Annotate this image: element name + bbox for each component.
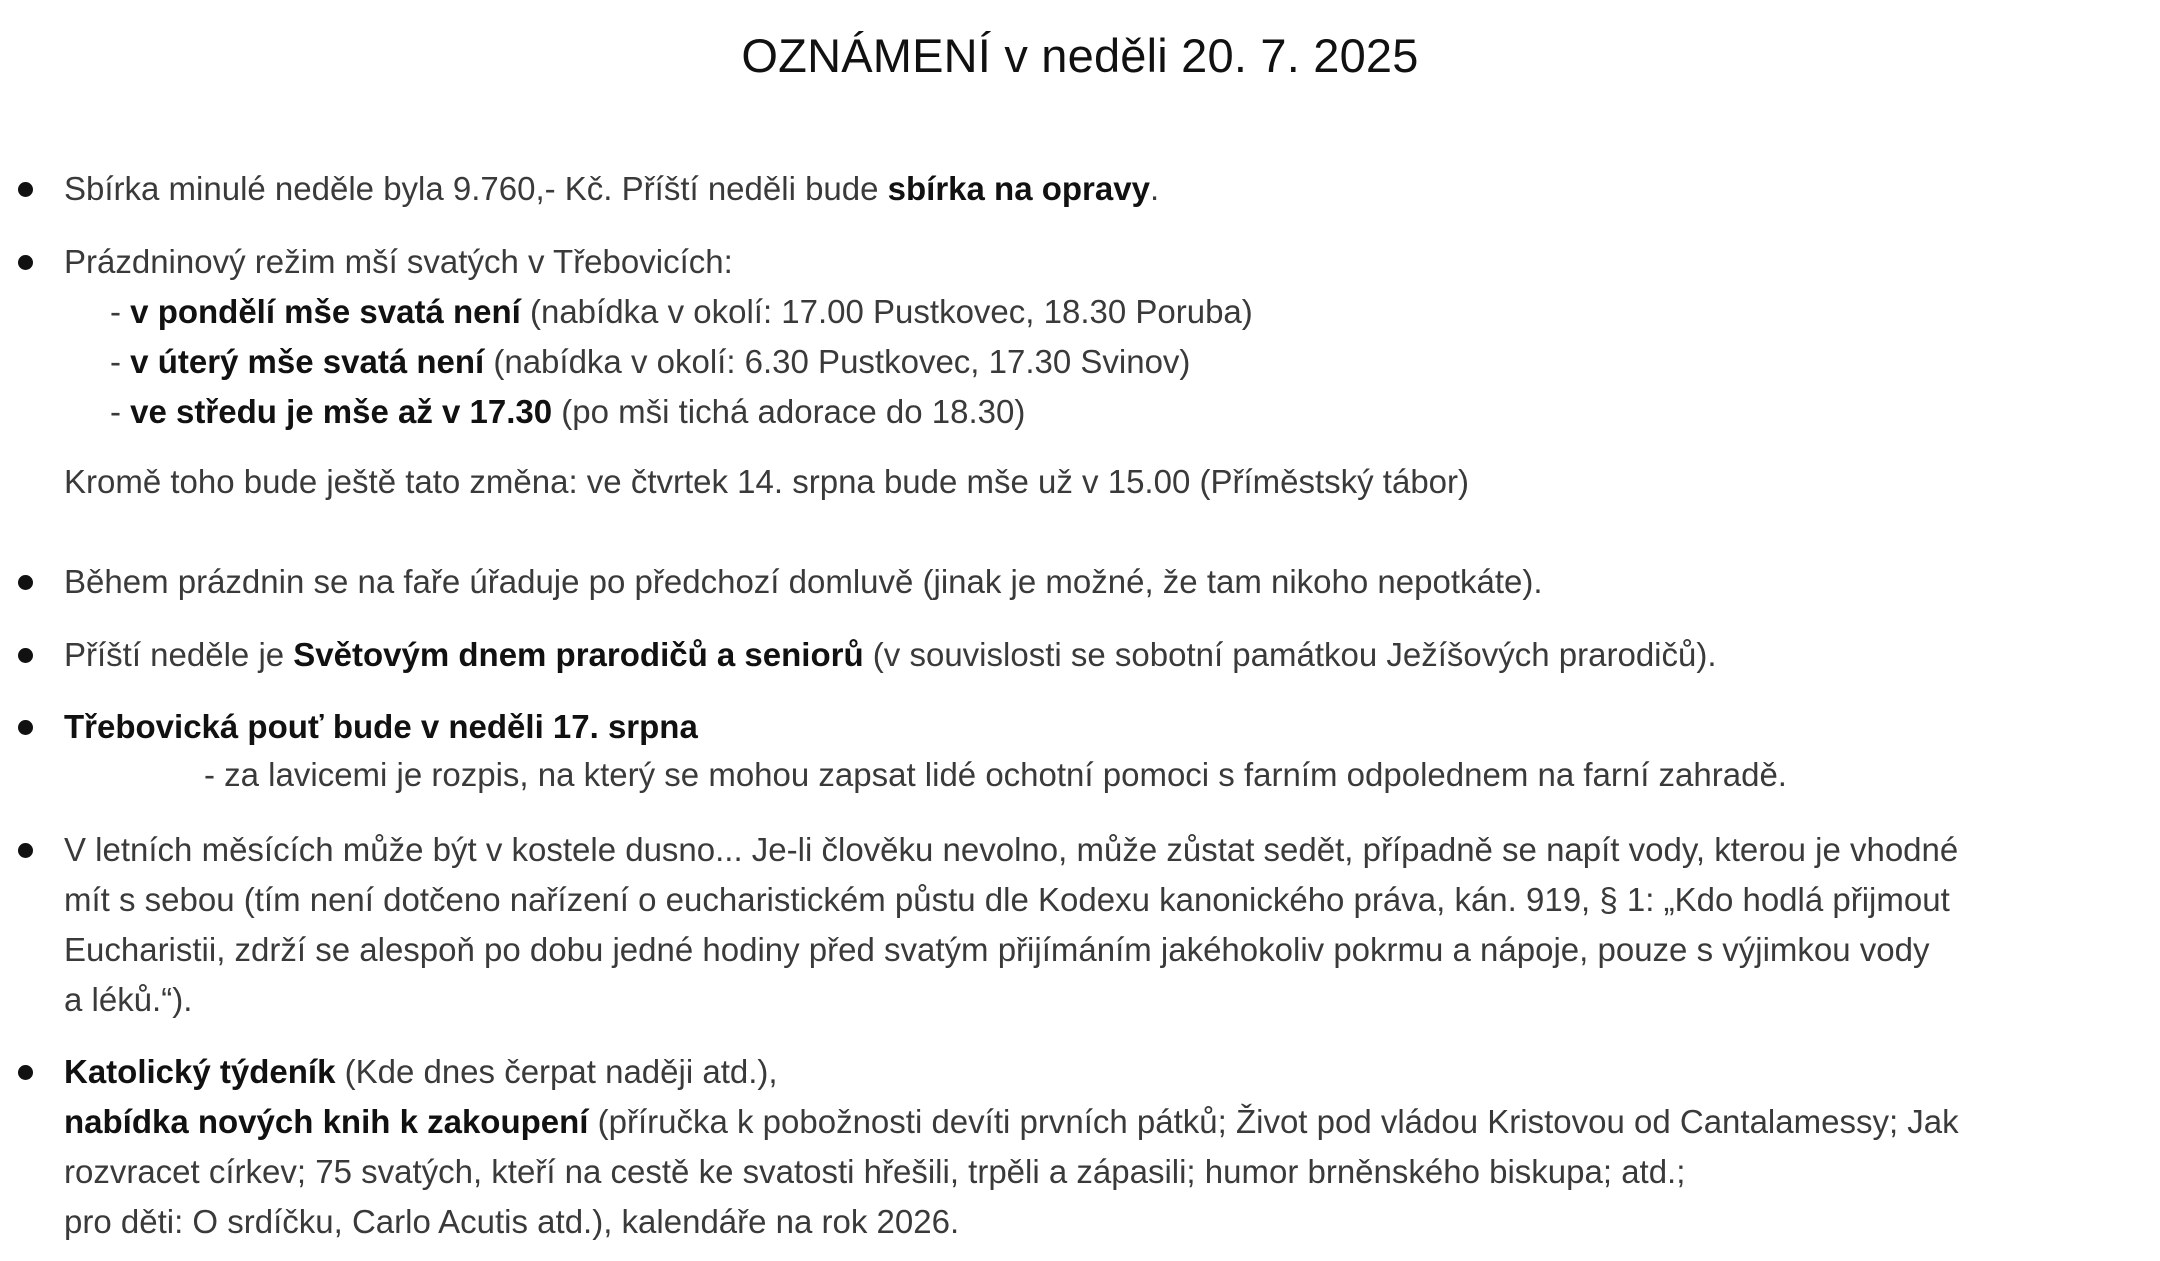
summer-heat-line-1: V letních měsících může být v kostele dusno... Je-li člověku nevolno, může zůstat sedět, případně se napít vody, kterou je vhodné bbox=[64, 831, 1959, 868]
bullet bbox=[18, 843, 33, 858]
grandparents-highlight: Světovým dnem prarodičů a seniorů bbox=[293, 636, 864, 673]
dash: - bbox=[110, 393, 131, 430]
wednesday-schedule bbox=[110, 387, 1025, 437]
wednesday-detail: (po mši tichá adorace do 18.30) bbox=[552, 393, 1026, 430]
collection-text bbox=[64, 164, 1159, 214]
bullet bbox=[18, 720, 33, 735]
books-line-2 bbox=[64, 1097, 1959, 1147]
summer-heat-line-3: Eucharistii, zdrží se alespoň po dobu jedné hodiny před svatým přijímáním jakéhokoliv pokrmu a nápoje, pouze s výjimkou vody bbox=[64, 931, 1930, 968]
tuesday-detail: (nabídka v okolí: 6.30 Pustkovec, 17.30 Svinov) bbox=[484, 343, 1191, 380]
pilgrimage-highlight: Třebovická pouť bude v neděli 17. srpna bbox=[64, 708, 698, 745]
collection-highlight: sbírka na opravy bbox=[887, 170, 1150, 207]
summer-heat-line-2: mít s sebou (tím není dotčeno nařízení o eucharistickém půstu dle Kodexu kanonického práva, kán. 919, § 1: „Kdo hodlá přijmout bbox=[64, 881, 1950, 918]
bullet bbox=[18, 255, 33, 270]
books-detail: (příručka k pobožnosti devíti prvních pátků; Život pod vládou Kristovou od Cantalamessy; Jak bbox=[588, 1103, 1959, 1140]
grandparents-text-a: Příští neděle je bbox=[64, 636, 294, 673]
bullet bbox=[18, 575, 33, 590]
monday-highlight: v pondělí mše svatá není bbox=[130, 293, 521, 330]
dash: - bbox=[110, 343, 131, 380]
pilgrimage-detail: - za lavicemi je rozpis, na který se mohou zapsat lidé ochotní pomoci s farním odpolednem na farní zahradě. bbox=[204, 756, 1787, 793]
page-title: OZNÁMENÍ v neděli 20. 7. 2025 bbox=[741, 29, 1419, 82]
collection-text-a: Sbírka minulé neděle byla 9.760,- Kč. Příští neděli bude bbox=[64, 170, 888, 207]
schedule-extra-change: Kromě toho bude ještě tato změna: ve čtvrtek 14. srpna bude mše už v 15.00 (Příměstský tábor) bbox=[64, 463, 1470, 500]
weekly-detail: (Kde dnes čerpat naději atd.), bbox=[335, 1053, 778, 1090]
monday-schedule bbox=[110, 287, 1253, 337]
parish-office-text: Během prázdnin se na faře úřaduje po předchozí domluvě (jinak je možné, že tam nikoho nepotkáte). bbox=[64, 563, 1543, 600]
books-highlight: nabídka nových knih k zakoupení bbox=[64, 1103, 589, 1140]
tuesday-schedule bbox=[110, 337, 1190, 387]
books-line-1 bbox=[64, 1047, 778, 1097]
books-line-4: pro děti: O srdíčku, Carlo Acutis atd.), kalendáře na rok 2026. bbox=[64, 1203, 960, 1240]
grandparents-text-c: (v souvislosti se sobotní památkou Ježíšových prarodičů). bbox=[863, 636, 1717, 673]
bullet bbox=[18, 648, 33, 663]
bullet bbox=[18, 1065, 33, 1080]
pilgrimage-heading bbox=[64, 702, 698, 752]
bullet bbox=[18, 182, 33, 197]
holiday-schedule-heading: Prázdninový režim mší svatých v Třebovicích: bbox=[64, 243, 733, 280]
monday-detail: (nabídka v okolí: 17.00 Pustkovec, 18.30 Poruba) bbox=[520, 293, 1253, 330]
weekly-highlight: Katolický týdeník bbox=[64, 1053, 336, 1090]
grandparents-day-text bbox=[64, 630, 1717, 680]
tuesday-highlight: v úterý mše svatá není bbox=[130, 343, 485, 380]
books-line-3: rozvracet církev; 75 svatých, kteří na cestě ke svatosti hřešili, trpěli a zápasili; humor brněnského biskupa; atd.; bbox=[64, 1153, 1686, 1190]
wednesday-highlight: ve středu je mše až v 17.30 bbox=[130, 393, 553, 430]
collection-text-c: . bbox=[1149, 170, 1160, 207]
dash: - bbox=[110, 293, 131, 330]
summer-heat-line-4: a léků.“). bbox=[64, 981, 193, 1018]
